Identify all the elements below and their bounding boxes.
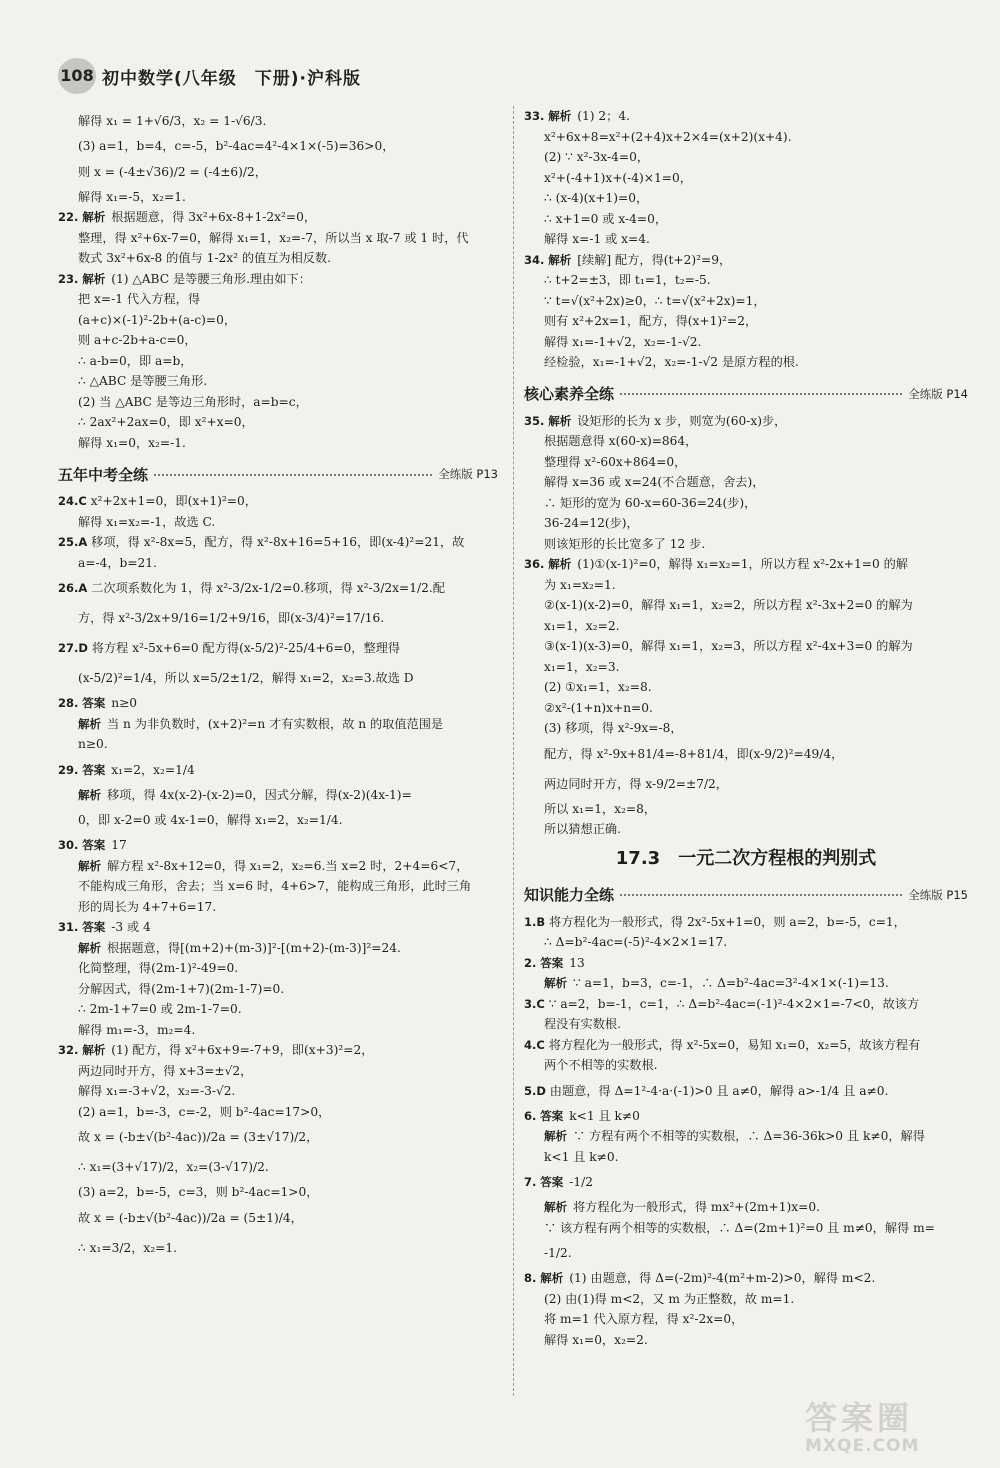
solution-text: 则该矩形的长比宽多了 12 步.	[544, 536, 706, 551]
solution-line	[524, 953, 968, 974]
solution-line	[58, 734, 498, 755]
solution-text: (3) 移项，得 x²-9x=-8，	[544, 721, 683, 735]
solution-text: (x-5/2)²=1/4，所以 x=5/2±1/2，解得 x₁=2，x₂=3.故选 D	[78, 671, 414, 685]
solution-text: 所以猜想正确.	[544, 822, 621, 836]
solution-text: ∵ a=1，b=3，c=-1，∴ Δ=b²-4ac=3²-4×1×(-1)=13.	[573, 976, 889, 990]
solution-text: x²+(-4+1)x+(-4)×1=0，	[544, 170, 692, 185]
solution-line	[524, 677, 968, 698]
question-number: 28.	[58, 696, 79, 710]
solution-line	[58, 876, 498, 897]
solution-text: 解得 x₁ = 1+√6/3，x₂ = 1-√6/3.	[78, 114, 267, 128]
solution-line	[524, 636, 968, 657]
solution-text: 经检验，x₁=-1+√2，x₂=-1-√2 是原方程的根.	[544, 355, 799, 369]
solution-line	[58, 371, 498, 392]
solution-text: ∴ t+2=±3，即 t₁=1，t₂=-5.	[544, 273, 711, 287]
solution-text: (2) 当 △ABC 是等边三角形时，a=b=c，	[78, 394, 308, 409]
solution-line	[58, 958, 498, 979]
solution-line	[58, 412, 498, 433]
question-number: 8.	[524, 1271, 537, 1285]
answer-label: 解析	[544, 1129, 567, 1143]
solution-text: [续解] 配方，得(t+2)²=9，	[577, 252, 732, 267]
solution-line	[58, 1040, 498, 1061]
solution-text: ∵ t=√(x²+2x)≥0，∴ t=√(x²+2x)=1，	[544, 293, 766, 308]
question-number: 32.	[58, 1043, 79, 1057]
solution-text: 解得 x₁=x₂=-1，故选 C.	[78, 514, 216, 529]
solution-text: n≥0	[111, 696, 138, 710]
answer-label: 解析	[78, 716, 101, 731]
solution-line	[524, 493, 968, 514]
solution-text: 0，即 x-2=0 或 4x-1=0，解得 x₁=2，x₂=1/4.	[78, 813, 343, 827]
solution-line	[58, 805, 498, 835]
solution-text: 故 x = (-b±√(b²-4ac))/2a = (3±√17)/2，	[78, 1130, 319, 1144]
solution-line	[524, 106, 968, 127]
solution-text: (1)①(x-1)²=0，解得 x₁=x₂=1，所以方程 x²-2x+1=0 的解	[577, 557, 908, 571]
solution-line	[524, 973, 968, 994]
solution-line	[58, 1182, 498, 1203]
answer-label: 答案	[540, 1175, 564, 1189]
solution-text: 形的周长为 4+7+6=17.	[78, 899, 217, 914]
solution-text: ∴ 矩形的宽为 60-x=60-36=24(步)，	[544, 495, 757, 510]
solution-line	[58, 938, 498, 959]
solution-text: 整理，得 x²+6x-7=0，解得 x₁=1，x₂=-7，所以当 x 取-7 或 1 时，代	[78, 230, 469, 245]
answer-label: 答案	[82, 920, 106, 934]
question-number: 1.B	[524, 914, 546, 929]
solution-text: (1) 配方，得 x²+6x+9=-7+9，即(x+3)²=2，	[111, 1043, 374, 1057]
solution-line	[58, 1081, 498, 1102]
answer-label: 解析	[544, 1200, 567, 1214]
solution-text: 36-24=12(步)，	[544, 516, 639, 530]
page-number: 108	[58, 58, 96, 94]
solution-text: 方，得 x²-3/2x+9/16=1/2+9/16，即(x-3/4)²=17/16.	[78, 611, 385, 625]
solution-line	[524, 932, 968, 953]
solution-text: ∴ x₁=(3+√17)/2，x₂=(3-√17)/2.	[78, 1160, 269, 1174]
answer-label: 答案	[540, 1108, 564, 1123]
solution-line	[524, 1330, 968, 1351]
solution-line	[58, 603, 498, 633]
section-reference: 全练版 P15	[908, 887, 968, 902]
question-number: 36.	[524, 557, 545, 571]
question-number: 33.	[524, 109, 545, 123]
solution-text: x₁=1，x₂=2.	[544, 618, 620, 633]
solution-text: x₁=2，x₂=1/4	[111, 762, 195, 777]
solution-line	[58, 289, 498, 310]
solution-text: ②(x-1)(x-2)=0，解得 x₁=1，x₂=2，所以方程 x²-3x+2=0 的解为	[544, 598, 913, 612]
solution-line	[58, 979, 498, 1000]
section-heading	[524, 381, 968, 407]
answer-label: 解析	[82, 210, 106, 224]
solution-text: (2) 由(1)得 m<2，又 m 为正整数，故 m=1.	[544, 1291, 795, 1306]
solution-line	[58, 1020, 498, 1041]
solution-line	[524, 147, 968, 168]
solution-text: k<1 且 k≠0.	[544, 1149, 619, 1164]
answer-label: 答案	[82, 696, 106, 710]
solution-line	[58, 1152, 498, 1182]
answer-label: 解析	[540, 1271, 564, 1285]
page-header	[58, 58, 958, 98]
solution-line	[524, 769, 968, 799]
solution-text: 根据题意，得 3x²+6x-8+1-2x²=0，	[111, 210, 317, 224]
solution-text: 解得 x=-1 或 x=4.	[544, 232, 650, 246]
solution-line	[58, 512, 498, 533]
solution-line	[524, 994, 968, 1015]
solution-line	[524, 168, 968, 189]
solution-text: 将方程化为一般形式，得 2x²-5x+1=0，则 a=2，b=-5，c=1，	[549, 914, 906, 929]
solution-text: ∵ a=2，b=-1，c=1，∴ Δ=b²-4ac=(-1)²-4×2×1=-7<0，故该方	[548, 996, 920, 1011]
section-leader	[620, 392, 902, 395]
solution-text: 化简整理，得(2m-1)²-49=0.	[78, 961, 239, 975]
solution-text: ∴ x+1=0 或 x-4=0，	[544, 211, 668, 226]
answer-label: 解析	[548, 413, 572, 428]
solution-text: ∴ (x-4)(x+1)=0，	[544, 191, 649, 205]
question-number: 35.	[524, 413, 545, 428]
solution-text: 将方程化为一般形式，得 x²-5x=0，易知 x₁=0，x₂=5，故该方程有	[548, 1037, 921, 1052]
solution-line	[58, 106, 498, 136]
solution-line	[524, 1014, 968, 1035]
solution-line	[524, 912, 968, 933]
solution-text: ∴ △ABC 是等腰三角形.	[78, 374, 208, 388]
question-number: 7.	[524, 1175, 537, 1189]
solution-line	[58, 310, 498, 331]
solution-text: (1) △ABC 是等腰三角形.理由如下：	[111, 271, 311, 286]
answer-label: 解析	[78, 858, 101, 873]
solution-text: 由题意，得 Δ=1²-4·a·(-1)>0 且 a≠0，解得 a>-1/4 且 a≠0.	[549, 1083, 889, 1098]
solution-text: 为 x₁=x₂=1.	[544, 577, 616, 592]
solution-line	[524, 1106, 968, 1127]
solution-text: 解得 x₁=0，x₂=-1.	[78, 435, 186, 450]
solution-text: 程没有实数根.	[544, 1017, 621, 1031]
section-leader	[620, 893, 902, 896]
solution-text: (1) 由题意，得 Δ=(-2m)²-4(m²+m-2)>0，解得 m<2.	[569, 1271, 876, 1285]
watermark-logo	[805, 1400, 975, 1456]
answer-label: 解析	[78, 940, 101, 955]
solution-line	[524, 472, 968, 493]
solution-line	[524, 209, 968, 230]
answer-label: 答案	[540, 955, 564, 970]
solution-line	[58, 999, 498, 1020]
solution-line	[58, 897, 498, 918]
question-number: 34.	[524, 252, 545, 267]
solution-text: 将方程化为一般形式，得 mx²+(2m+1)x=0.	[573, 1200, 820, 1214]
question-number: 25.A	[58, 535, 88, 549]
solution-line	[58, 351, 498, 372]
solution-line	[58, 392, 498, 413]
solution-text: 二次项系数化为 1，得 x²-3/2x-1/2=0.移项，得 x²-3/2x=1/2.配	[91, 581, 445, 595]
solution-line	[524, 1126, 968, 1147]
section-title: 知识能力全练	[524, 886, 615, 904]
question-number: 22.	[58, 210, 79, 224]
solution-line	[58, 136, 498, 157]
answer-label: 答案	[82, 762, 106, 777]
solution-text: 移项，得 4x(x-2)-(x-2)=0，因式分解，得(x-2)(4x-1)=	[107, 787, 412, 802]
solution-line	[58, 553, 498, 574]
solution-text: 则有 x²+2x=1，配方，得(x+1)²=2，	[544, 314, 758, 328]
solution-text: -1/2.	[544, 1246, 572, 1260]
section-leader	[154, 473, 432, 476]
solution-text: 设矩形的长为 x 步，则宽为(60-x)步，	[577, 413, 787, 428]
solution-line	[524, 311, 968, 332]
solution-text: 移项，得 x²-8x=5，配方，得 x²-8x+16=5+16，即(x-4)²=21，故	[91, 535, 465, 549]
left-column	[58, 106, 498, 1263]
solution-text: ∴ x₁=3/2，x₂=1.	[78, 1240, 177, 1255]
solution-line	[524, 1197, 968, 1218]
solution-line	[524, 1309, 968, 1330]
solution-text: ∴ 2m-1+7=0 或 2m-1-7=0.	[78, 1002, 242, 1016]
question-number: 23.	[58, 271, 79, 286]
solution-line	[524, 1289, 968, 1310]
solution-text: (a+c)×(-1)²-2b+(a-c)=0，	[78, 312, 237, 327]
question-number: 5.D	[524, 1083, 546, 1098]
book-title: 初中数学(八年级 下册)·沪科版	[102, 69, 361, 89]
solution-text: 解得 x₁=-3+√2，x₂=-3-√2.	[78, 1084, 236, 1098]
question-number: 3.C	[524, 996, 545, 1011]
question-number: 4.C	[524, 1037, 545, 1052]
solution-line	[58, 835, 498, 856]
solution-line	[58, 714, 498, 735]
solution-line	[524, 1147, 968, 1168]
solution-text: 两边同时开方，得 x-9/2=±7/2，	[544, 776, 728, 791]
solution-line	[524, 1076, 968, 1106]
answer-label: 答案	[82, 838, 106, 852]
solution-text: 根据题意得 x(60-x)=864，	[544, 434, 698, 448]
solution-line	[58, 207, 498, 228]
question-number: 27.D	[58, 641, 88, 655]
solution-text: ∵ 方程有两个不相等的实数根，∴ Δ=36-36k>0 且 k≠0，解得	[573, 1129, 925, 1143]
solution-text: ∴ 2ax²+2ax=0，即 x²+x=0，	[78, 415, 254, 429]
solution-text: 解得 x₁=-1+√2，x₂=-1-√2.	[544, 334, 702, 349]
answer-label: 解析	[548, 557, 572, 571]
solution-line	[524, 1167, 968, 1197]
question-number: 31.	[58, 920, 79, 934]
solution-line	[524, 250, 968, 271]
solution-text: 整理得 x²-60x+864=0，	[544, 454, 687, 469]
solution-text: 将 m=1 代入原方程，得 x²-2x=0，	[544, 1312, 744, 1326]
solution-text: 根据题意，得[(m+2)+(m-3)]²-[(m+2)-(m-3)]²=24.	[107, 940, 401, 955]
question-number: 24.C	[58, 494, 87, 508]
solution-text: 当 n 为非负数时，(x+2)²=n 才有实数根，故 n 的取值范围是	[107, 716, 444, 731]
solution-text: n≥0.	[78, 737, 108, 751]
solution-text: 13	[569, 955, 585, 970]
solution-line	[524, 739, 968, 769]
solution-text: (3) a=1，b=4，c=-5，b²-4ac=4²-4×1×(-5)=36>0，	[78, 139, 395, 153]
solution-line	[524, 127, 968, 148]
solution-line	[58, 248, 498, 269]
solution-text: 将方程 x²-5x+6=0 配方得(x-5/2)²-25/4+6=0，整理得	[91, 641, 401, 655]
solution-text: 则 x = (-4±√36)/2 = (-4±6)/2，	[78, 164, 267, 179]
solution-line	[524, 718, 968, 739]
solution-text: 分解因式，得(2m-1+7)(2m-1-7)=0.	[78, 981, 285, 996]
solution-line	[58, 1122, 498, 1152]
solution-text: 故 x = (-b±√(b²-4ac))/2a = (5±1)/4，	[78, 1210, 303, 1225]
section-heading	[58, 461, 498, 487]
solution-text: (3) a=2，b=-5，c=3，则 b²-4ac=1>0，	[78, 1185, 319, 1199]
solution-line	[58, 491, 498, 512]
solution-line	[524, 1238, 968, 1268]
solution-line	[524, 819, 968, 840]
solution-text: 解方程 x²-8x+12=0，得 x₁=2，x₂=6.当 x=2 时，2+4=6<7，	[107, 858, 469, 873]
question-number: 30.	[58, 838, 79, 852]
solution-line	[58, 1061, 498, 1082]
solution-line	[524, 595, 968, 616]
question-number: 2.	[524, 955, 537, 970]
chapter-title: 17.3 一元二次方程根的判别式	[615, 847, 877, 869]
solution-text: (2) ∵ x²-3x-4=0，	[544, 150, 650, 164]
answer-label: 解析	[548, 109, 572, 123]
solution-line	[524, 188, 968, 209]
solution-text: 配方，得 x²-9x+81/4=-8+81/4，即(x-9/2)²=49/4，	[544, 746, 844, 761]
solution-text: 解得 x=36 或 x=24(不合题意，舍去)，	[544, 475, 765, 489]
section-reference: 全练版 P14	[908, 386, 968, 401]
answer-label: 解析	[82, 1043, 106, 1057]
solution-line	[58, 1233, 498, 1263]
solution-line	[58, 532, 498, 553]
solution-line	[58, 633, 498, 663]
watermark-url: MXQE.COM	[805, 1436, 920, 1456]
solution-line	[524, 291, 968, 312]
solution-line	[58, 269, 498, 290]
right-column	[524, 106, 968, 1350]
solution-line	[58, 1203, 498, 1233]
solution-line	[58, 856, 498, 877]
solution-text: 不能构成三角形，舍去；当 x=6 时，4+6>7，能构成三角形，此时三角	[78, 879, 472, 893]
solution-line	[524, 657, 968, 678]
solution-text: 则 a+c-2b+a-c=0，	[78, 333, 197, 347]
solution-line	[524, 411, 968, 432]
question-number: 6.	[524, 1108, 537, 1123]
solution-line	[58, 187, 498, 208]
solution-line	[524, 452, 968, 473]
solution-line	[58, 228, 498, 249]
question-number: 26.A	[58, 581, 88, 595]
solution-line	[58, 693, 498, 714]
column-divider	[513, 106, 514, 1396]
solution-text: (1) 2；4.	[577, 109, 630, 123]
solution-line	[58, 573, 498, 603]
solution-line	[524, 229, 968, 250]
solution-line	[524, 1268, 968, 1289]
solution-text: ∴ a-b=0，即 a=b，	[78, 353, 193, 368]
solution-text: -1/2	[569, 1175, 593, 1189]
solution-text: 解得 m₁=-3，m₂=4.	[78, 1022, 196, 1037]
question-number: 29.	[58, 762, 79, 777]
solution-line	[58, 1102, 498, 1123]
solution-line	[58, 433, 498, 454]
solution-line	[524, 1035, 968, 1056]
answer-label: 解析	[82, 271, 106, 286]
solution-line	[524, 698, 968, 719]
solution-line	[58, 330, 498, 351]
solution-text: 两边同时开方，得 x+3=±√2，	[78, 1063, 253, 1078]
solution-text: k<1 且 k≠0	[569, 1108, 640, 1123]
solution-line	[58, 157, 498, 187]
solution-text: 所以 x₁=1，x₂=8，	[544, 801, 657, 816]
solution-line	[524, 799, 968, 820]
solution-line	[58, 785, 498, 806]
solution-line	[58, 917, 498, 938]
solution-text: a=-4，b=21.	[78, 555, 157, 570]
solution-line	[58, 755, 498, 785]
answer-label: 解析	[78, 787, 101, 802]
solution-line	[524, 575, 968, 596]
solution-text: 解得 x₁=-5，x₂=1.	[78, 189, 186, 204]
solution-text: (2) ①x₁=1，x₂=8.	[544, 680, 652, 694]
solution-line	[524, 270, 968, 291]
section-reference: 全练版 P13	[438, 467, 498, 481]
solution-text: (2) a=1，b=-3，c=-2，则 b²-4ac=17>0，	[78, 1104, 331, 1119]
solution-line	[524, 534, 968, 555]
solution-text: 两个不相等的实数根.	[544, 1058, 658, 1072]
solution-line	[524, 513, 968, 534]
solution-text: 把 x=-1 代入方程，得	[78, 292, 201, 306]
solution-line	[524, 616, 968, 637]
solution-text: ∵ 该方程有两个相等的实数根，∴ Δ=(2m+1)²=0 且 m≠0，解得 m=	[544, 1220, 935, 1235]
section-title: 核心素养全练	[524, 385, 615, 403]
solution-text: x²+6x+8=x²+(2+4)x+2×4=(x+2)(x+4).	[544, 129, 792, 144]
solution-line	[524, 431, 968, 452]
solution-text: x²+2x+1=0，即(x+1)²=0，	[90, 494, 257, 508]
solution-line	[524, 352, 968, 373]
solution-line	[524, 332, 968, 353]
solution-line	[524, 1218, 968, 1239]
solution-line	[58, 663, 498, 693]
solution-text: x₁=1，x₂=3.	[544, 659, 620, 674]
solution-text: ③(x-1)(x-3)=0，解得 x₁=1，x₂=3，所以方程 x²-4x+3=0 的解为	[544, 639, 913, 653]
section-title: 五年中考全练	[58, 465, 149, 484]
solution-text: 数式 3x²+6x-8 的值与 1-2x² 的值互为相反数.	[78, 251, 332, 265]
solution-text: -3 或 4	[111, 920, 151, 934]
solution-line	[524, 554, 968, 575]
answer-label: 解析	[548, 252, 572, 267]
solution-line	[524, 1055, 968, 1076]
solution-text: 解得 x₁=0，x₂=2.	[544, 1332, 648, 1347]
watermark-text: 答案圈	[805, 1399, 914, 1437]
answer-label: 解析	[544, 976, 567, 990]
section-heading	[524, 882, 968, 908]
solution-text: ②x²-(1+n)x+n=0.	[544, 700, 653, 715]
solution-text: 17	[111, 838, 127, 852]
solution-text: ∴ Δ=b²-4ac=(-5)²-4×2×1=17.	[544, 935, 728, 949]
